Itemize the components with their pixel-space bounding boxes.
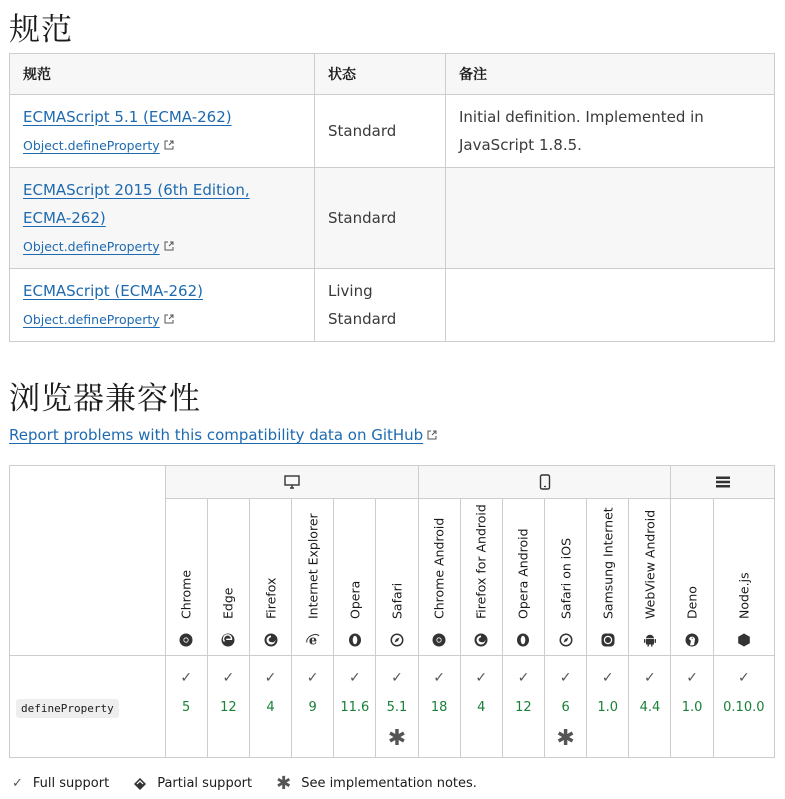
check-icon: ✓ (391, 670, 403, 686)
browser-name: Safari (389, 582, 405, 619)
browser-name: Opera (347, 580, 363, 619)
asterisk-icon: ✱ (387, 726, 407, 751)
support-cell[interactable] (418, 656, 460, 758)
external-link-icon (164, 241, 174, 251)
legend-partial-support (133, 776, 252, 791)
deno-icon (685, 633, 699, 647)
ie-icon (306, 633, 320, 647)
spec-col-notes: 备注 (446, 54, 775, 95)
browser-header-wrap (461, 499, 502, 655)
support-cell[interactable] (545, 656, 587, 758)
opera-icon (348, 633, 362, 647)
legend-notes (276, 773, 477, 794)
feature-name: defineProperty (16, 699, 119, 718)
firefox-icon (474, 633, 488, 647)
server-icon (715, 475, 731, 489)
spec-status: Living Standard (315, 269, 446, 342)
safari-icon (390, 633, 404, 647)
browser-header-chrome (165, 499, 207, 656)
browser-header-opera (334, 499, 376, 656)
support-cell[interactable] (207, 656, 249, 758)
spec-notes (446, 168, 775, 269)
browser-name: Chrome Android (431, 517, 447, 619)
browser-header-wrap (545, 499, 586, 655)
partial-icon (133, 777, 147, 791)
feature-name-cell (10, 656, 166, 758)
check-icon: ✓ (601, 670, 614, 686)
browser-header-node-js (713, 499, 774, 656)
spec-sublink-label: Object.defineProperty (23, 238, 160, 254)
support-cell[interactable] (334, 656, 376, 758)
browser-name: Edge (220, 587, 236, 619)
browser-header-deno (671, 499, 713, 656)
report-problems-link[interactable] (9, 426, 437, 444)
check-icon: ✓ (306, 670, 319, 686)
browser-header-wrap (587, 499, 628, 655)
asterisk-icon: ✱ (276, 773, 292, 794)
support-cell[interactable] (165, 656, 207, 758)
external-link-icon (427, 430, 437, 440)
platform-desktop (165, 466, 418, 499)
spec-sublink[interactable] (23, 306, 174, 334)
browser-header-samsung-internet (587, 499, 629, 656)
spec-row (10, 95, 775, 168)
platform-server (671, 466, 775, 499)
browser-header-wrap (629, 499, 670, 655)
browser-name: Opera Android (515, 528, 531, 619)
check-icon: ✓ (222, 670, 235, 686)
support-version: 4 (266, 700, 275, 715)
platform-mobile (418, 466, 671, 499)
support-cell[interactable] (460, 656, 502, 758)
spec-sublink-label: Object.defineProperty (23, 137, 160, 153)
check-icon: ✓ (264, 670, 277, 686)
spec-link-es2015[interactable]: ECMAScript 2015 (6th Edition, ECMA-262) (23, 180, 250, 227)
legend-full-support (12, 776, 109, 791)
check-icon: ✓ (737, 670, 750, 686)
support-version: 12 (220, 700, 237, 715)
desktop-icon (284, 475, 300, 489)
report-link-label: Report problems with this compatibility data on GitHub (9, 426, 424, 444)
browser-header-edge (207, 499, 249, 656)
samsung-icon (601, 633, 615, 647)
browser-header-safari-on-ios (545, 499, 587, 656)
browser-header-wrap (166, 499, 207, 655)
external-link-icon (164, 140, 174, 150)
check-icon: ✓ (559, 670, 572, 686)
spec-notes: Initial definition. Implemented in JavaScript 1.8.5. (446, 95, 775, 168)
check-icon: ✓ (686, 670, 698, 686)
firefox-icon (264, 633, 278, 647)
nodejs-icon (737, 633, 751, 647)
spec-row (10, 168, 775, 269)
support-version: 4.4 (639, 700, 661, 715)
spec-sublink-label: Object.defineProperty (23, 311, 160, 327)
support-cell[interactable] (502, 656, 544, 758)
edge-icon (221, 633, 235, 647)
browser-header-firefox (249, 499, 291, 656)
safari-icon (559, 633, 573, 647)
support-version: 11.6 (340, 700, 370, 715)
support-cell[interactable] (629, 656, 671, 758)
browser-header-chrome-android (418, 499, 460, 656)
check-icon: ✓ (433, 670, 445, 686)
support-cell[interactable] (671, 656, 713, 758)
support-version: 6 (561, 700, 570, 715)
browser-header-wrap (376, 499, 417, 655)
check-icon: ✓ (12, 776, 23, 791)
chrome-icon (179, 633, 193, 647)
support-version: 4 (477, 700, 486, 715)
support-version: 5 (182, 700, 191, 715)
support-cell[interactable] (292, 656, 334, 758)
spec-col-spec: 规范 (10, 54, 315, 95)
external-link-icon (164, 314, 174, 324)
browser-header-wrap (503, 499, 544, 655)
support-version: 1.0 (681, 700, 703, 715)
browser-name: Chrome (178, 569, 194, 619)
spec-table (9, 53, 775, 342)
spec-status: Standard (315, 95, 446, 168)
spec-notes (446, 269, 775, 342)
browser-name: Internet Explorer (305, 513, 321, 619)
check-icon: ✓ (644, 670, 656, 686)
spec-col-status: 状态 (315, 54, 446, 95)
spec-link-es51[interactable]: ECMAScript 5.1 (ECMA-262) (23, 107, 232, 126)
spec-heading: 规范 (9, 12, 73, 48)
browser-header-internet-explorer (292, 499, 334, 656)
compat-legend (12, 773, 501, 794)
browser-name: Samsung Internet (600, 507, 616, 619)
browser-header-webview-android (629, 499, 671, 656)
support-version: 1.0 (597, 700, 619, 715)
check-icon: ✓ (475, 670, 488, 686)
spec-status: Standard (315, 168, 446, 269)
browser-name: WebView Android (642, 509, 658, 619)
asterisk-icon: ✱ (556, 726, 575, 751)
android-icon (643, 633, 657, 647)
legend-label: Full support (32, 776, 110, 791)
support-cell[interactable] (249, 656, 291, 758)
support-version: 0.10.0 (723, 700, 765, 715)
support-cell[interactable] (587, 656, 629, 758)
spec-link-esnext[interactable]: ECMAScript (ECMA-262) (23, 281, 203, 300)
browser-header-wrap (292, 499, 333, 655)
browser-header-wrap (334, 499, 375, 655)
browser-header-wrap (671, 499, 712, 655)
check-icon: ✓ (517, 670, 530, 686)
check-icon: ✓ (348, 670, 361, 686)
support-version: 12 (515, 700, 532, 715)
check-icon: ✓ (180, 670, 193, 686)
spec-sublink[interactable] (23, 233, 174, 261)
support-cell[interactable] (713, 656, 774, 758)
mobile-icon (539, 474, 551, 490)
browser-header-firefox-for-android (460, 499, 502, 656)
feature-row (10, 656, 775, 758)
browser-header-wrap (419, 499, 460, 655)
legend-label: See implementation notes. (301, 776, 477, 791)
browser-header-wrap (208, 499, 249, 655)
browser-name: Firefox (263, 577, 278, 619)
support-version: 9 (308, 700, 317, 715)
compat-heading: 浏览器兼容性 (9, 381, 201, 417)
browser-name: Node.js (736, 572, 752, 619)
support-cell[interactable] (376, 656, 418, 758)
spec-sublink[interactable] (23, 132, 174, 160)
browser-name: Deno (684, 586, 700, 619)
browser-header-wrap (714, 499, 774, 655)
support-version: 18 (430, 700, 448, 715)
svg-text:e: e (308, 633, 317, 647)
opera-icon (516, 633, 530, 647)
chrome-icon (432, 633, 446, 647)
browser-header-wrap (250, 499, 291, 655)
spec-row (10, 269, 775, 342)
compat-table (9, 465, 775, 758)
browser-name: Safari on iOS (558, 537, 574, 619)
compat-corner (10, 466, 166, 656)
browser-header-safari (376, 499, 418, 656)
browser-name: Firefox for Android (473, 504, 489, 619)
legend-label: Partial support (157, 776, 253, 791)
support-version: 5.1 (386, 700, 408, 715)
browser-header-opera-android (502, 499, 544, 656)
